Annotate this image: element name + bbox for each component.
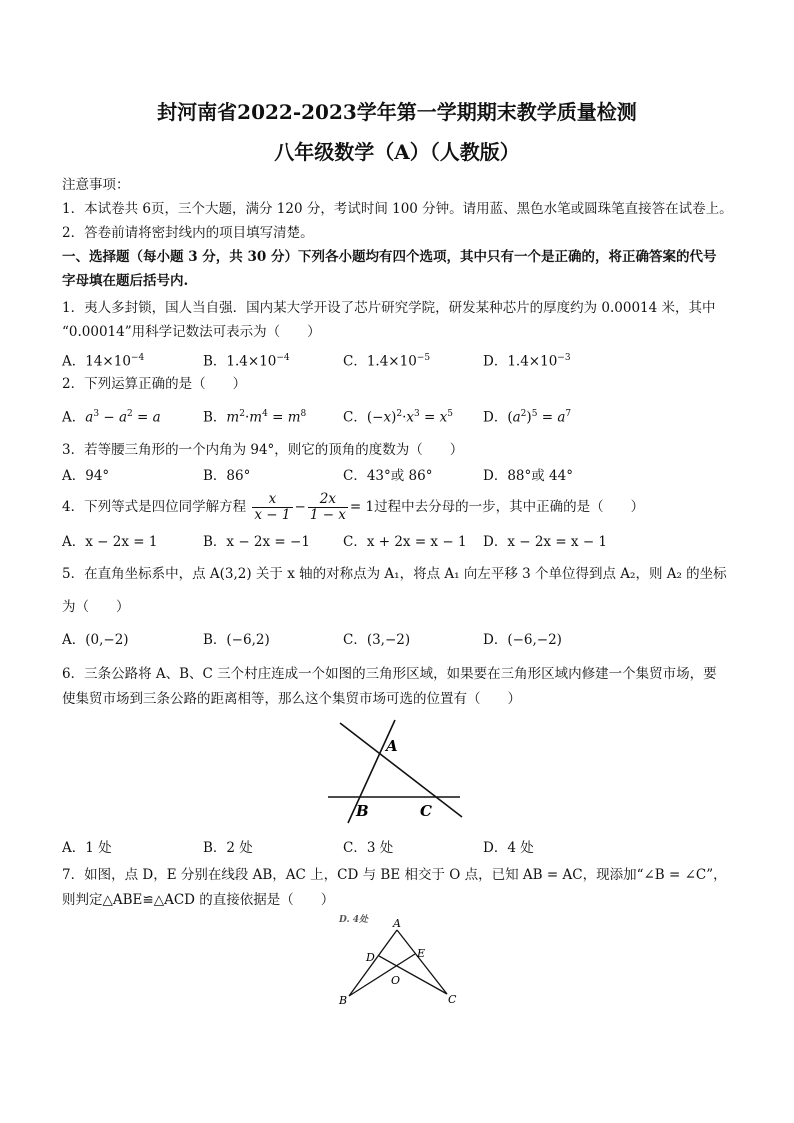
section-1-heading-cont: 字母填在题后括号内. xyxy=(62,273,189,289)
q6-option-c: C．3 处 xyxy=(343,840,394,856)
q7-stem: 7．如图，点 D，E 分别在线段 AB，AC 上，CD 与 BE 相交于 O 点，已知 AB = AC，现添加“∠B = ∠C”， xyxy=(62,867,727,883)
q2-option-d: D．$(a^2)^5 = a^7$ xyxy=(483,409,572,426)
q3-stem: 3．若等腰三角形的一个内角为 94°，则它的顶角的度数为（ ） xyxy=(62,442,464,458)
label-a: A xyxy=(386,737,398,755)
label-b: B xyxy=(339,994,348,1007)
q7-stem-cont: 则判定△ABE≌△ACD 的直接依据是（ ） xyxy=(62,892,335,908)
q3-option-c: C．43°或 86° xyxy=(343,468,433,484)
notice-item-1: 1．本试卷共 6页，三个大题，满分 120 分，考试时间 100 分钟。请用蓝、黑色水笔或圆珠笔直接答在试卷上。 xyxy=(62,201,733,217)
q4-option-a: A．x − 2x = 1 xyxy=(62,534,158,550)
q2-stem: 2．下列运算正确的是（ ） xyxy=(62,376,247,392)
label-b: B xyxy=(356,802,369,820)
label-c: C xyxy=(420,802,432,820)
label-d: D xyxy=(366,951,375,964)
q1-stem: 1．夷人多封锁，国人当自强．国内某大学开设了芯片研究学院，研发某种芯片的厚度约为 0.00014 米，其中 xyxy=(62,300,716,316)
figure-corner-text: D. 4处 xyxy=(339,915,369,925)
label-e: E xyxy=(417,947,426,960)
q5-option-c: C．(3,−2) xyxy=(343,632,411,648)
q4-option-d: D．x − 2x = x − 1 xyxy=(483,534,608,550)
q1-option-c: C．$1.4\times 10^{-5}$ xyxy=(343,353,431,370)
q4-fraction-2: $\frac{2x}{1 - x}$ xyxy=(309,491,346,523)
q2-option-b: B．$m^2\cdot m^4 = m^8$ xyxy=(203,409,307,426)
q6-option-d: D．4 处 xyxy=(483,840,534,856)
q4-option-b: B．x − 2x = −1 xyxy=(203,534,310,550)
q2-option-a: A．$a^3 - a^2 = a$ xyxy=(62,409,161,426)
page-title: 封河南省2022-2023学年第一学期期末教学质量检测 xyxy=(157,100,637,124)
q3-option-d: D．88°或 44° xyxy=(483,468,573,484)
q1-option-b: B．$1.4\times 10^{-4}$ xyxy=(203,353,290,370)
label-c: C xyxy=(448,993,457,1006)
q5-stem-cont: 为（ ） xyxy=(62,599,130,615)
q6-triangle-figure xyxy=(320,715,470,827)
q2-option-c: C．$(-x)^2\cdot x^3 = x^5$ xyxy=(343,409,453,426)
q6-option-a: A．1 处 xyxy=(62,840,112,856)
page-subtitle: 八年级数学（A）（人教版） xyxy=(274,140,520,164)
q6-option-b: B．2 处 xyxy=(203,840,253,856)
q4-option-c: C．x + 2x = x − 1 xyxy=(343,534,467,550)
q3-option-b: B．86° xyxy=(203,468,251,484)
q4-fraction-1: $\frac{x}{x - 1}$ xyxy=(254,491,291,523)
side-ac xyxy=(397,930,447,994)
segment-cd xyxy=(379,956,447,994)
segment-be xyxy=(349,954,415,996)
q6-stem: 6．三条公路将 A、B、C 三个村庄连成一个如图的三角形区域，如果要在三角形区域内修建一个集贸市场，要 xyxy=(62,666,717,682)
q5-option-d: D．(−6,−2) xyxy=(483,632,562,648)
notice-item-2: 2．答卷前请将密封线内的项目填写清楚。 xyxy=(62,225,314,241)
q5-stem: 5．在直角坐标系中，点 A(3,2) 关于 x 轴的对称点为 A₁，将点 A₁ 向左平移 3 个单位得到点 A₂，则 A₂ 的坐标 xyxy=(62,566,727,582)
label-o: O xyxy=(391,974,401,987)
q5-option-a: A．(0,−2) xyxy=(62,632,129,648)
section-1-heading: 一、选择题（每小题 3 分，共 30 分）下列各小题均有四个选项，其中只有一个是正确的，将正确答案的代号 xyxy=(62,249,717,265)
q6-stem-cont: 使集贸市场到三条公路的距离相等，那么这个集贸市场可选的位置有（ ） xyxy=(62,691,521,707)
q1-stem-cont: “0.00014”用科学记数法可表示为（ ） xyxy=(62,324,321,340)
q3-option-a: A．94° xyxy=(62,468,110,484)
q1-option-a: A．$14\times 10^{-4}$ xyxy=(62,353,145,370)
label-a: A xyxy=(393,917,401,930)
q7-triangle-figure xyxy=(335,912,465,1012)
q4-stem: 4．下列等式是四位同学解方程 $\frac{x}{x - 1}$ − $\frac{2x}{1 - x}$ = 1过程中去分母的一步，其中正确的是（ ） xyxy=(62,491,645,523)
q1-option-d: D．$1.4\times 10^{-3}$ xyxy=(483,353,571,370)
notice-heading: 注意事项： xyxy=(62,177,130,193)
q5-option-b: B．(−6,2) xyxy=(203,632,270,648)
